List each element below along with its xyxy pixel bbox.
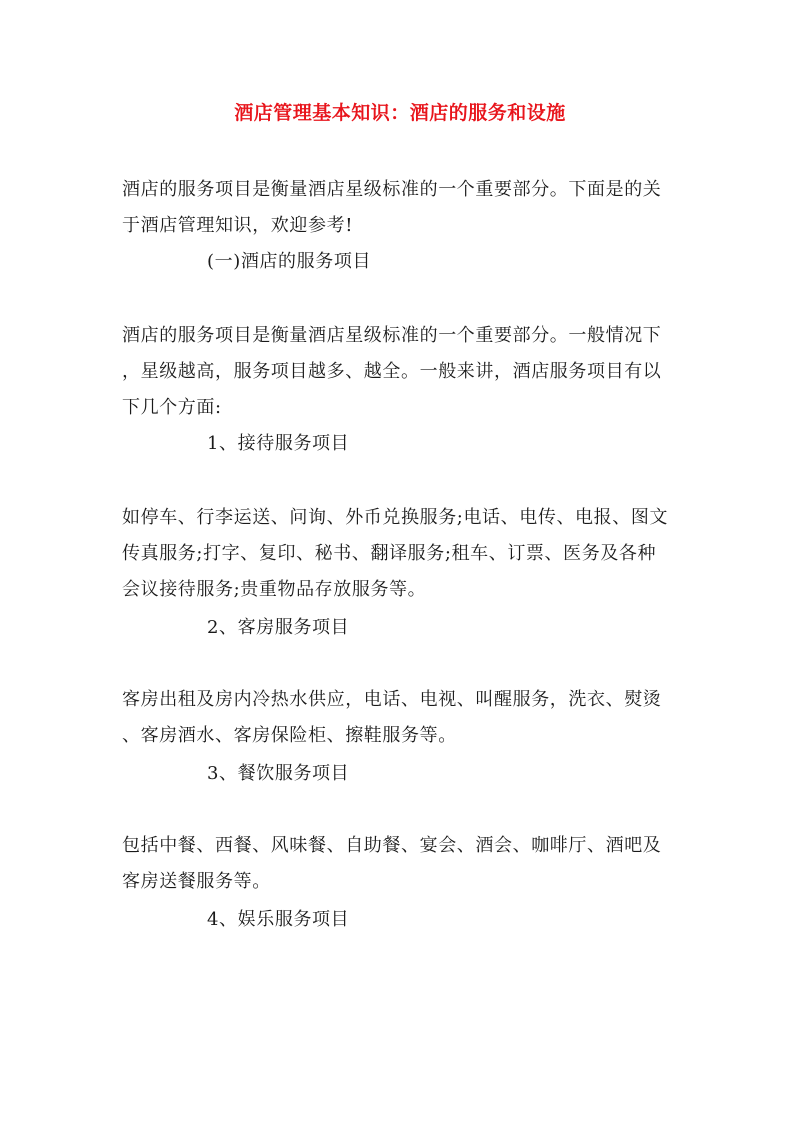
services-overview-line-2: ，星级越高，服务项目越多、越全。一般来讲，酒店服务项目有以 (122, 361, 662, 382)
reception-line-1: 如停车、行李运送、问询、外币兑换服务;电话、电传、电报、图文 (122, 507, 669, 528)
dining-line-2: 客房送餐服务等。 (122, 871, 271, 892)
services-overview-line-3: 下几个方面: (122, 397, 222, 418)
intro-line-1: 酒店的服务项目是衡量酒店星级标准的一个重要部分。下面是的关 (122, 179, 662, 200)
services-overview-line-1: 酒店的服务项目是衡量酒店星级标准的一个重要部分。一般情况下 (122, 325, 662, 346)
reception-line-2: 传真服务;打字、复印、秘书、翻译服务;租车、订票、医务及各种 (122, 543, 657, 564)
reception-line-3: 会议接待服务;贵重物品存放服务等。 (122, 579, 427, 600)
room-line-1: 客房出租及房内冷热水供应，电话、电视、叫醒服务，洗衣、熨烫 (122, 689, 662, 710)
intro-line-2: 于酒店管理知识，欢迎参考! (122, 215, 354, 236)
item-heading-room: 2、客房服务项目 (207, 617, 350, 638)
services-overview-paragraph (122, 318, 682, 426)
document-title: 酒店管理基本知识：酒店的服务和设施 (234, 102, 566, 124)
intro-paragraph (122, 172, 682, 244)
room-line-2: 、客房酒水、客房保险柜、擦鞋服务等。 (122, 725, 457, 746)
section-heading-services: (一)酒店的服务项目 (207, 251, 372, 272)
item-heading-dining: 3、餐饮服务项目 (207, 763, 350, 784)
item-heading-entertainment: 4、娱乐服务项目 (207, 909, 350, 930)
reception-paragraph (122, 500, 682, 608)
item-heading-reception: 1、接待服务项目 (207, 433, 350, 454)
room-paragraph (122, 682, 682, 754)
dining-line-1: 包括中餐、西餐、风味餐、自助餐、宴会、酒会、咖啡厅、酒吧及 (122, 835, 662, 856)
dining-paragraph (122, 828, 682, 900)
